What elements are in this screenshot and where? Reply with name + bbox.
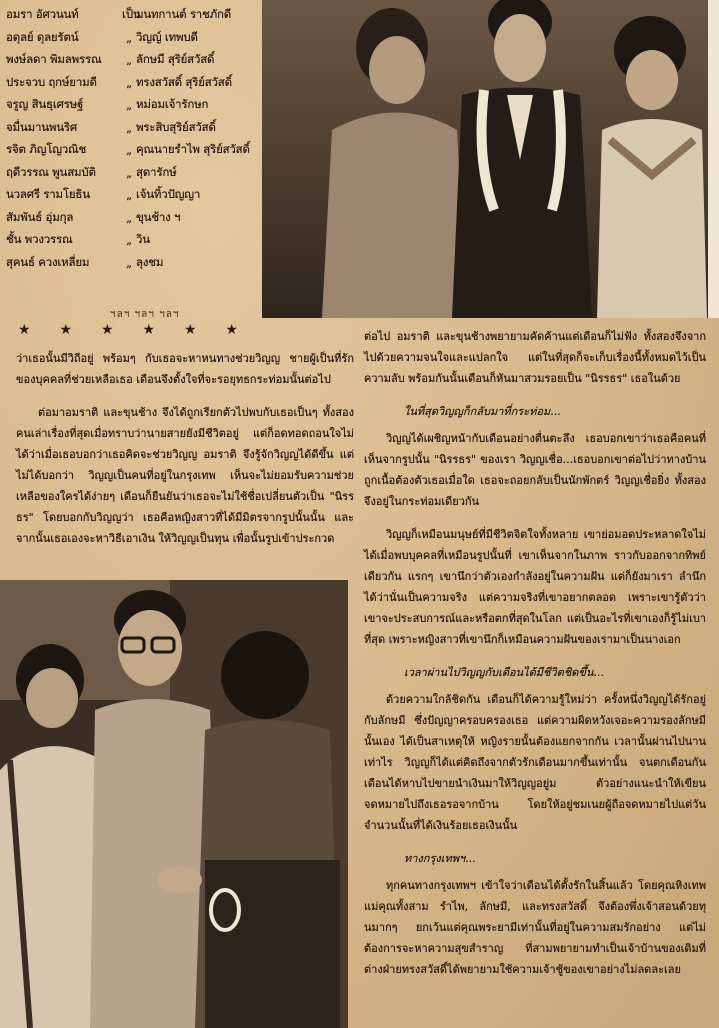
cast-separator: „ [126, 210, 132, 225]
cast-row [6, 184, 258, 207]
actor-name: ประจวบ ฤกษ์ยามดี [6, 74, 97, 89]
photo-three-actors [262, 0, 719, 318]
cast-row [6, 252, 258, 275]
left-paragraph-2: ต่อมาอมราติ และขุนช้าง จึงได้ถูกเรียกตัวไปพบกับเธอเป็นๆ ทั้งสองคนเล่าเรื่องที่สุดเมื่อทราบว่านายสายยังมีชีวิตอยู่ แต่ก็อดทอดถอนใจไม่ได้ว่าเมื่อเธอบอกว่าเธอคิดจะช่วยวิญญ อมราติ จึงรู้จักวิญญได้ดีขึ้น แต่ไม่ได้บอกว่า วิญญเป็นคนที่อยู่ในกรุงเทพ เห็นจะไม่ยอมรับความช่วยเหลือของใครได้ง่ายๆ เดือนก็ยืนยันว่าเธอจะไม่ใช้ชื่อเปลี่ยนตัวเป็น "นิรรธร" โดยบอกกับวิญญว่า เธอคือหญิงสาวที่ได้มีมิตรจากรูปนั้นนั้น และจากนั้นเธอเองจะหาวิธีเอาเงิน ให้วิญญเป็นทุน เพื่อนั้นรูปเข้าประกวด [16, 406, 354, 545]
role-name: มนทกานต์ ราชภักดี [136, 7, 232, 22]
role-name: เจ้นทิ้วปัญญา [136, 187, 201, 202]
actor-name: สุคนธ์ ควงเหลี่ยม [6, 254, 90, 269]
cast-separator: „ [126, 143, 132, 158]
star-icon: ★ [183, 322, 197, 338]
actor-name: รจิต ภิญโญวณิช [6, 142, 87, 157]
actor-name: พงษ์ลดา พิมลพรรณ [6, 52, 102, 67]
star-icon: ★ [59, 322, 73, 338]
role-name: พระสิบสุริย์สวัสดิ์ [136, 119, 216, 134]
cast-separator: เป็น [122, 7, 141, 22]
actor-name: อมรา อัศวนนท์ [6, 7, 79, 22]
cast-row [6, 72, 258, 95]
role-name: ขุนช้าง ฯ [136, 209, 181, 224]
cast-row [6, 4, 258, 27]
cast-separator: „ [126, 255, 132, 270]
right-text-column [364, 326, 706, 992]
actor-name: นวลศรี รามโยธิน [6, 187, 90, 202]
cast-row [6, 27, 258, 50]
star-icon: ★ [100, 322, 114, 338]
cast-separator: „ [126, 53, 132, 68]
star-divider [18, 322, 238, 338]
cast-separator: „ [126, 98, 132, 113]
actor-name: สัมพันธ์ อุ่มกุล [6, 209, 74, 224]
star-icon: ★ [18, 322, 31, 338]
actor-name: อดุลย์ ดุลยรัตน์ [6, 29, 79, 44]
actor-name: จรูญ สินธุเศรษฐ์ [6, 97, 84, 112]
cast-separator: „ [126, 165, 132, 180]
actor-name: ฤดีวรรณ พูนสมบัติ [6, 164, 96, 179]
cast-row [6, 139, 258, 162]
right-paragraph-3: วิญญก็เหมือนมนุษย์ที่มีชีวิตจิตใจทั้งหลาย เขาย่อมอดประหลาดใจไม่ได้เมื่อพบบุคคลที่เหมือนรูปนั้นที่ เขาเห็นจากในภาพ ราวกับออกจากทิพย์เดียวกัน แรกๆ เขานึกว่าตัวเองกำลังอยู่ในความฝัน แต่ก็ยังมาเรา ลำนึกได้ว่านั่นเป็นความจริง แต่ความจริงที่เขาอยากตลอด เพราะเขารู้ตัวว่าเขาจะประสบการณ์และหรือตกที่สุดในโลก แต่เป็นอะไรที่เขาเองก็รู้ไม่เบาที่สุด เพราะหญิงสาวที่เขานึกก็เหมือนความฝันของเรามาเป็นนางเอก [364, 528, 706, 646]
cast-separator: „ [126, 233, 132, 248]
cast-row [6, 162, 258, 185]
cast-row [6, 49, 258, 72]
right-paragraph-5: ทุกคนทางกรุงเทพฯ เข้าใจว่าเดือนได้ตั้งรักในสิ้นแล้ว โดยคุณหิงเทพ แม่คุณทั้งสาม รำไพ, ลักษมี, และทรงสวัสดิ์ จึงต้องพึ่งเจ้าสอนด้วยทุนมากๆ ยกเว้นแต่คุณพระยามีเท่านั้นที่อยู่ในความสมรักอย่าง แต่ไม่ต้องการจะหาความสุขสำราญ ที่สามพยายามทำเป็นเจ้าบ้านของเดิมที่ ต่างฝ่ายทรงสวัสดิ์ได้พยายามใช้ความเจ้าชู้ของเขาอย่างไม่ลดละเลย [364, 879, 706, 976]
role-name: สุดารักษ์ [136, 164, 177, 179]
cast-aside-text: ฯลฯ ฯลฯ ฯลฯ [110, 309, 180, 320]
right-subhead-2: เวลาผ่านไปวิญญกับเดือนได้มีชีวิตชิดขึ้น... [404, 666, 604, 679]
star-icon: ★ [225, 322, 238, 338]
right-subhead-3: ทางกรุงเทพฯ... [404, 852, 476, 865]
actor-name: จมื่นมานพนริศ [6, 119, 77, 134]
cast-list [6, 4, 258, 274]
left-paragraph-1: ว่าเธอนั้นมีวิถีอยู่ พร้อมๆ กับเธอจะหาหนทางช่วยวิญญ ชายผู้เป็นที่รักของบุคคลที่ช่วยเหลือเธอ เดือนจึงตั้งใจที่จะรอยุทธกระท่อมนั้นต่อไป [16, 352, 354, 386]
role-name: ลุงชม [136, 254, 164, 269]
cast-separator: „ [126, 30, 132, 45]
cast-separator: „ [126, 120, 132, 135]
star-icon: ★ [142, 322, 156, 338]
role-name: คุณนายรำไพ สุริย์สวัสดิ์ [136, 142, 250, 157]
cast-row [6, 117, 258, 140]
actor-name: ชั้น พวงวรรณ [6, 232, 73, 247]
cast-separator: „ [126, 188, 132, 203]
cast-separator: „ [126, 75, 132, 90]
role-name: วิญญ์ เทพบดี [136, 29, 198, 44]
right-paragraph-4: ด้วยความใกล้ชิดกัน เดือนก็ได้ความรู้ใหม่ว่า ครั้งหนึ่งวิญญได้รักอยู่กับลักษมี ซึ่งปัญญาครอบครองเธอ แต่ความผิดหวังเจอะความรองลักษมีนั้นเอง ได้เป็นสาเหตุให้ หญิงรายนั้นต้องแยกจากกัน เวลานั้นผ่านไปนานเท่าไร วิญญก็ได้แต่คิดถึงจากตัวรักเดือนมากขึ้นเท่านั้น จนตกเดือนกันเดือนได้หาบไปขายนำเงินมาให้วิญญอยู่ม ตัวอย่างแนะนำให้เขียนจดหมายไปถึงเธอรอจากบ้าน โดยให้อยู่ชมเนยผู้ถือจดหมายไปแต่วันจำนวนนั้นที่ได้เงินร้อยเธอเงินนั้น [364, 693, 706, 832]
right-paragraph-1: ต่อไป อมราติ และขุนช้างพยายามคัดค้านแต่เดือนก็ไม่ฟัง ทั้งสองจึงจากไปด้วยความจนใจและแปลกใจ แต่ในที่สุดก็จะเก็บเรื่องนี้ทั้งหมดไว้เป็นความลับ พร้อมกันนั้นเดือนก็หันมาสวมรอยเป็น "นิรรธร" เธอในด้วย [364, 330, 706, 385]
cast-row [6, 94, 258, 117]
photo-actors-greeting [0, 580, 348, 1028]
right-subhead-1: ในที่สุดวิญญก็กลับมาที่กระท่อม... [404, 405, 561, 418]
cast-row [6, 207, 258, 230]
role-name: หม่อมเจ้ารักษก [136, 97, 209, 112]
role-name: ลักษมี สุริย์สวัสดิ์ [136, 52, 215, 67]
role-name: ทรงสวัสดิ์ สุริย์สวัสดิ์ [136, 74, 232, 89]
role-name: วิน [136, 232, 150, 247]
right-paragraph-2: วิญญได้เผชิญหน้ากับเดือนอย่างตื่นตะลึง เธอบอกเขาว่าเธอคือคนที่เห็นจากรูปนั้น "นิรรธร" ของเรา วิญญเชื่อ...เธอบอกเขาต่อไปว่าทางบ้านถูกเนื้อต้องตัวเธอเมื่อใด เธอจะถอยกลับเป็นนักพักตร์ วิญญเชื่อยิ่ง ทั้งสองจึงอยู่ในกระท่อมเดียวกัน [364, 432, 706, 508]
left-text-column [16, 348, 354, 561]
cast-row [6, 229, 258, 252]
